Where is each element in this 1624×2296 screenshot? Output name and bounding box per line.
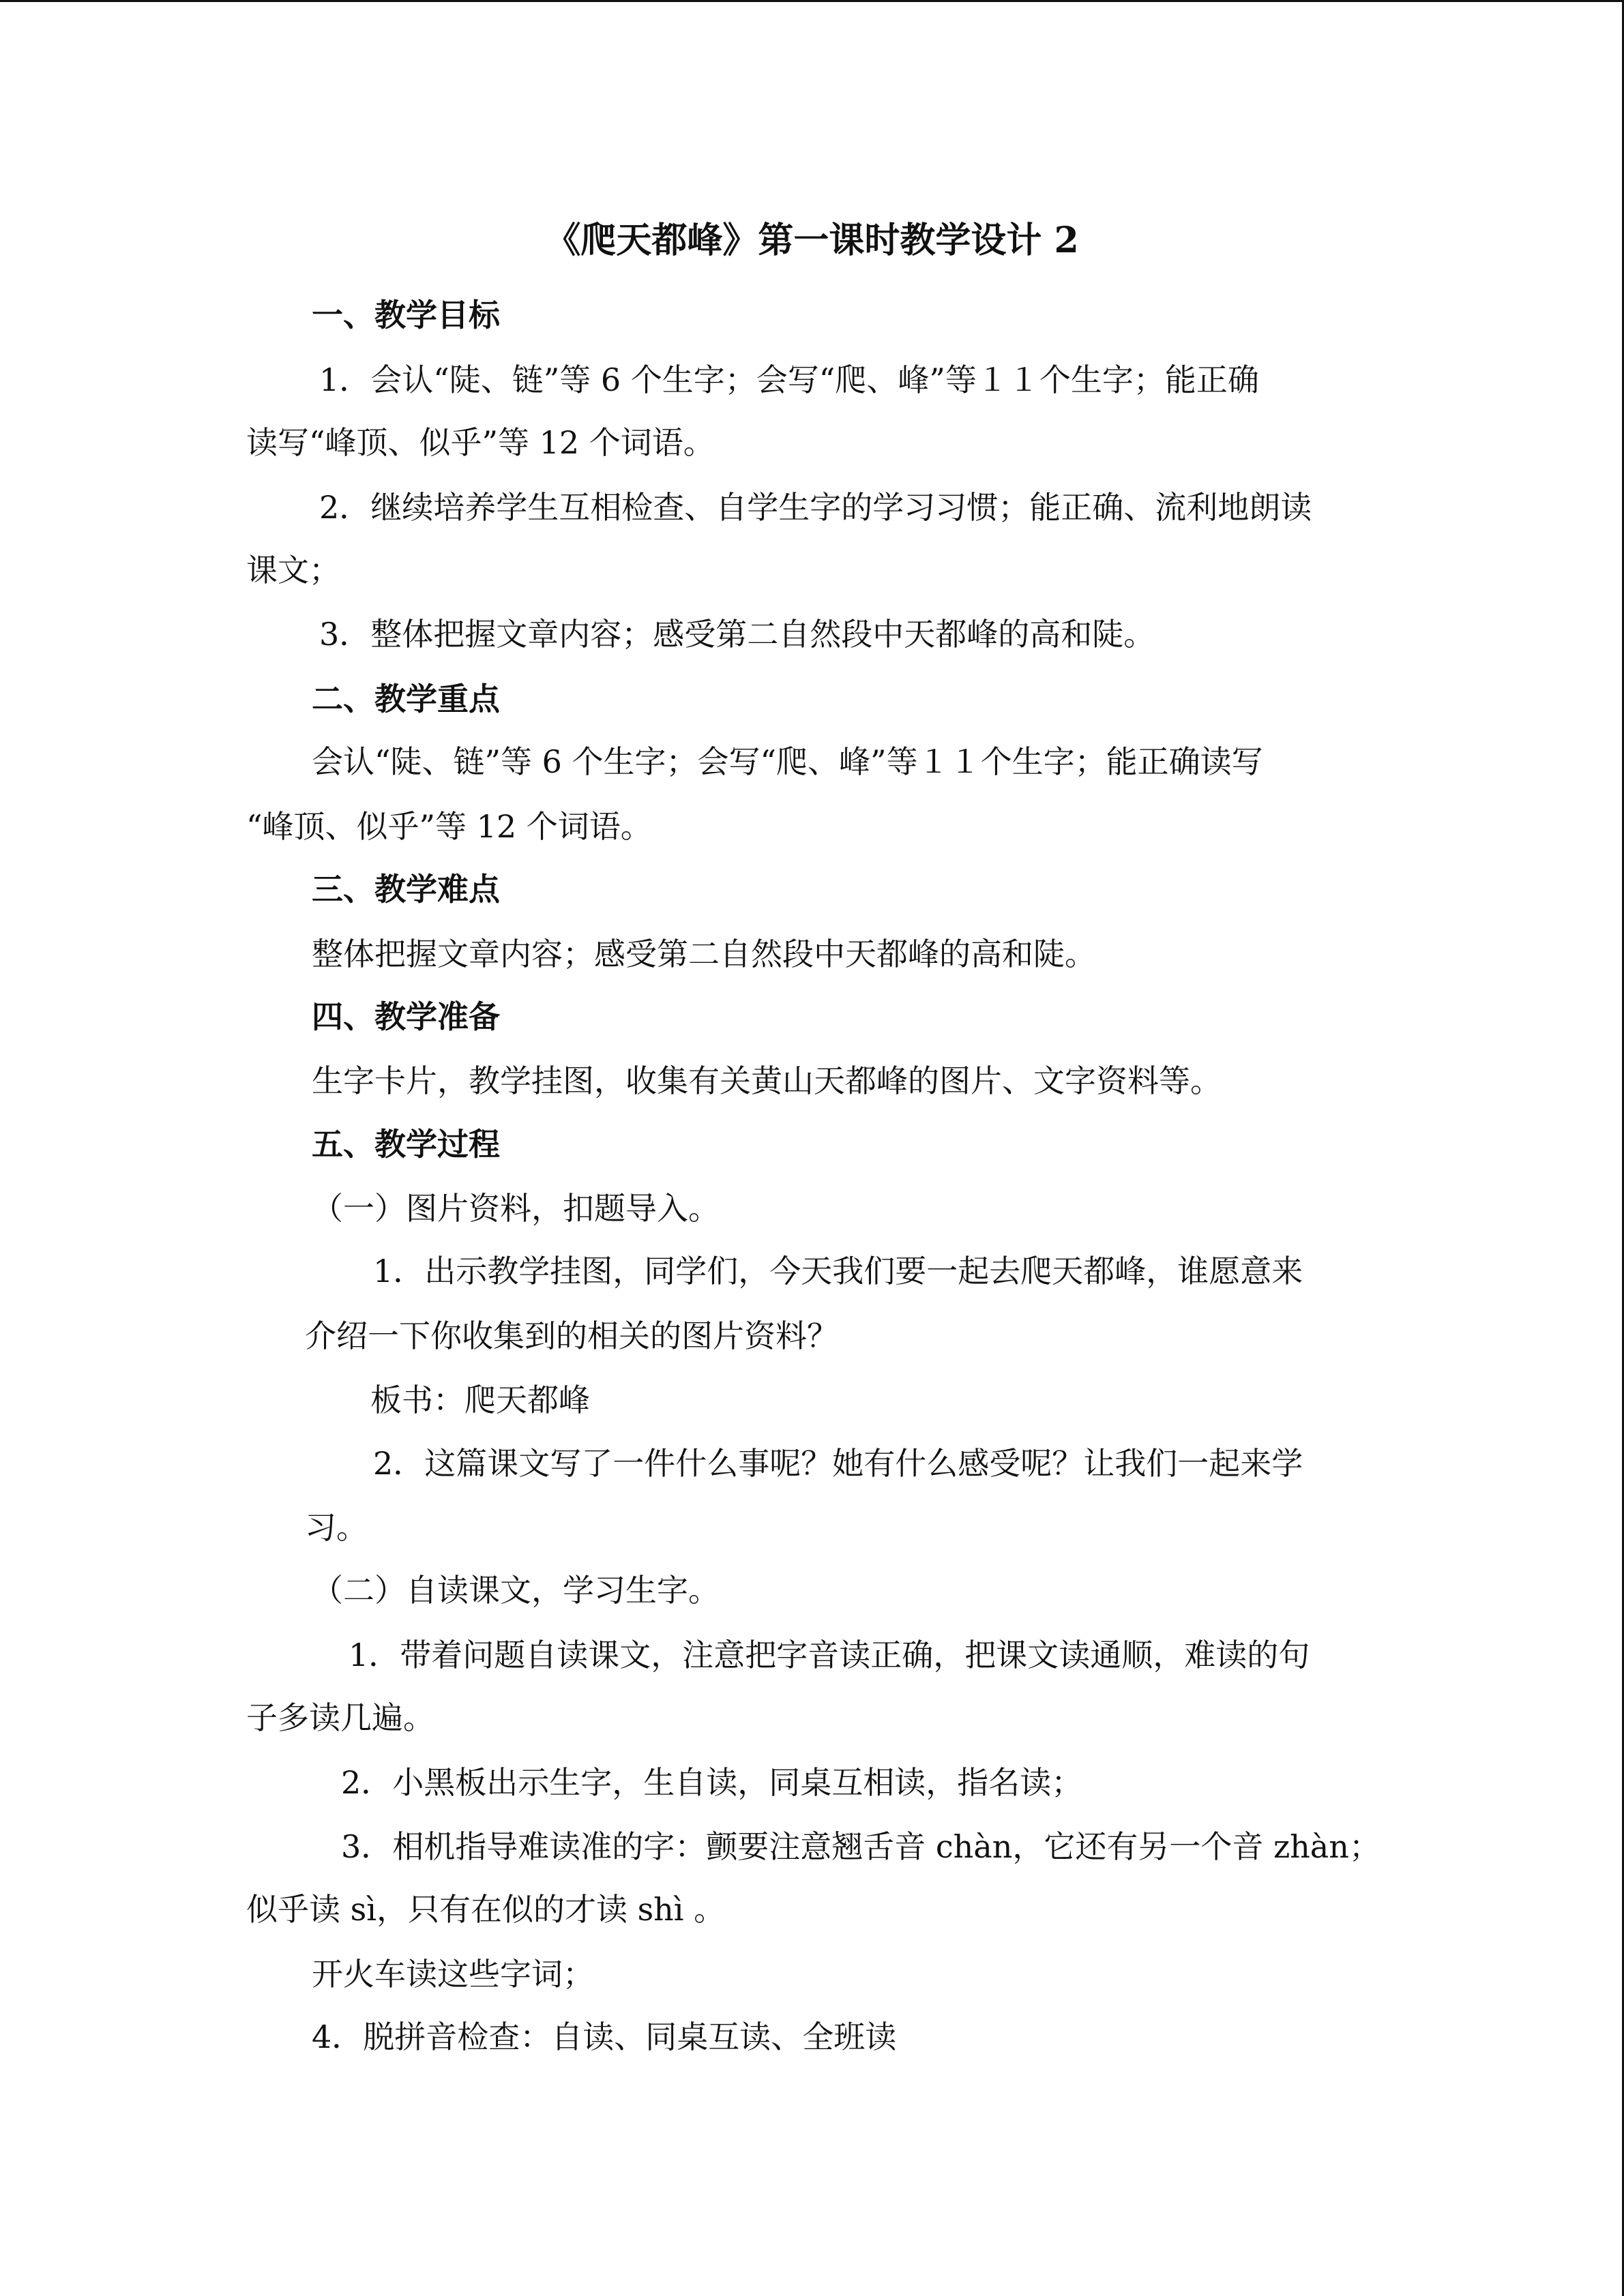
section-heading-process: 五、教学过程 <box>312 1126 500 1163</box>
subsection-heading: （一）图片资料，扣题导入。 <box>312 1190 720 1227</box>
paragraph-line: 1．会认“陡、链”等 6 个生字；会写“爬、峰”等１１个生字；能正确 <box>319 361 1259 398</box>
paragraph-line: 2．这篇课文写了一件什么事呢？她有什么感受呢？让我们一起来学 <box>373 1445 1303 1482</box>
paragraph-line: “峰顶、似乎”等 12 个词语。 <box>246 808 652 845</box>
section-heading-key-points: 二、教学重点 <box>312 681 500 717</box>
paragraph-line: 1．出示教学挂图，同学们，今天我们要一起去爬天都峰，谁愿意来 <box>373 1253 1303 1289</box>
document-title: 《爬天都峰》第一课时教学设计 2 <box>545 220 1079 261</box>
paragraph-line: 会认“陡、链”等 6 个生字；会写“爬、峰”等１１个生字；能正确读写 <box>312 743 1263 780</box>
paragraph-line: 3．相机指导难读准的字：颤要注意翘舌音 chàn，它还有另一个音 zhàn； <box>341 1828 1381 1865</box>
paragraph-line: 读写“峰顶、似乎”等 12 个词语。 <box>246 424 715 461</box>
paragraph-line: 子多读几遍。 <box>246 1699 434 1736</box>
paragraph-line: 生字卡片，教学挂图，收集有关黄山天都峰的图片、文字资料等。 <box>312 1062 1222 1099</box>
paragraph-line: 4．脱拼音检查：自读、同桌互读、全班读 <box>312 2018 897 2055</box>
paragraph-line: 习。 <box>305 1509 368 1546</box>
paragraph-line: 似乎读 sì，只有在似的才读 shì 。 <box>246 1891 726 1928</box>
paragraph-line: 2．小黑板出示生字，生自读，同桌互相读，指名读； <box>341 1764 1083 1801</box>
section-heading-difficulties: 三、教学难点 <box>312 871 500 908</box>
paragraph-line: 2．继续培养学生互相检查、自学生字的学习习惯；能正确、流利地朗读 <box>319 489 1312 526</box>
paragraph-line: 介绍一下你收集到的相关的图片资料？ <box>305 1317 838 1354</box>
paragraph-line: 板书：爬天都峰 <box>370 1382 590 1418</box>
paragraph-line: 开火车读这些字词； <box>312 1956 594 1993</box>
paragraph-line: 3．整体把握文章内容；感受第二自然段中天都峰的高和陡。 <box>319 616 1155 653</box>
subsection-heading: （二）自读课文，学习生字。 <box>312 1572 720 1609</box>
section-heading-objectives: 一、教学目标 <box>312 297 500 333</box>
paragraph-line: 整体把握文章内容；感受第二自然段中天都峰的高和陡。 <box>312 936 1096 972</box>
paragraph-line: 1．带着问题自读课文，注意把字音读正确，把课文读通顺，难读的句 <box>349 1637 1310 1673</box>
paragraph-line: 课文； <box>246 552 340 588</box>
section-heading-preparation: 四、教学准备 <box>312 998 500 1035</box>
